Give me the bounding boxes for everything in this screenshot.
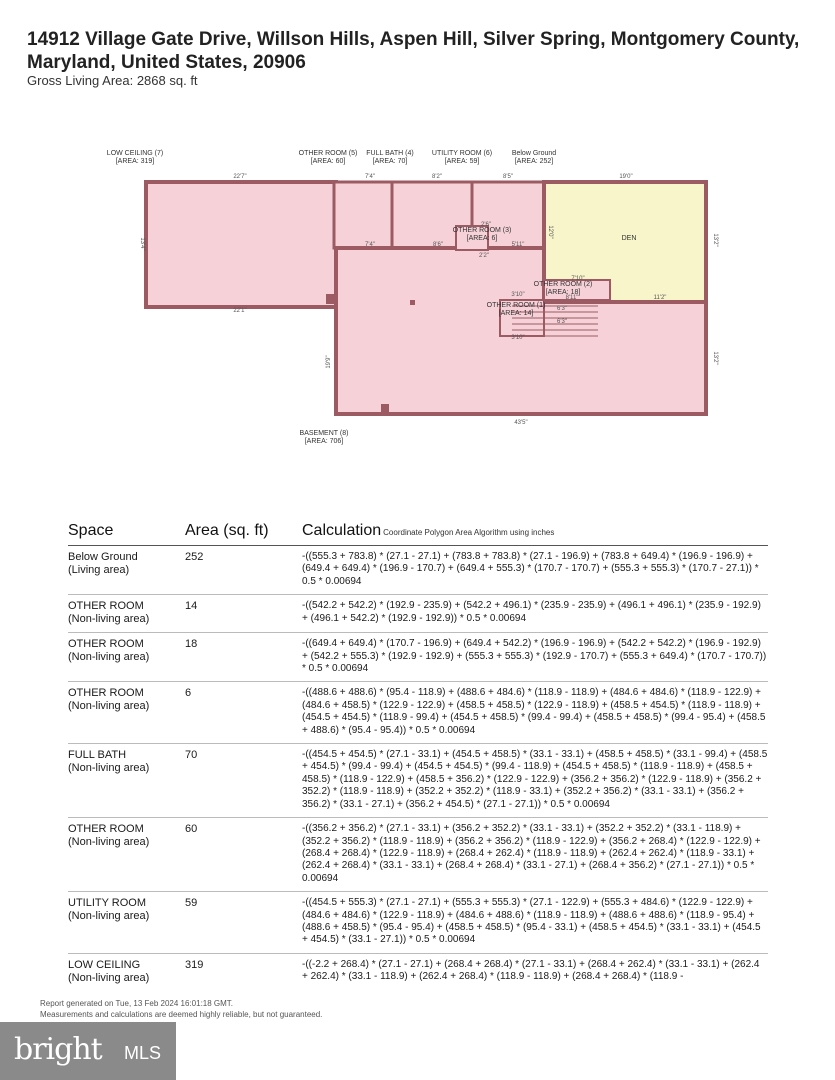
space-name: OTHER ROOM xyxy=(68,600,144,613)
space-cell xyxy=(68,959,183,985)
label-full-bath: FULL BATH (4) xyxy=(366,150,414,157)
disclaimer-note: Measurements and calculations are deemed highly reliable, but not guaranteed. xyxy=(40,1010,323,1019)
bright-mls-logo xyxy=(0,1022,176,1080)
header-calculation xyxy=(302,522,554,540)
space-name: Below Ground xyxy=(68,551,138,563)
table-header xyxy=(68,520,768,546)
space-type: (Living area) xyxy=(68,564,130,576)
table-row xyxy=(68,595,768,633)
area-cell: 59 xyxy=(185,897,198,910)
report-generated-note: Report generated on Tue, 13 Feb 2024 16:01:18 GMT. xyxy=(40,999,234,1008)
header-area: Area (sq. ft) xyxy=(185,522,269,539)
logo-suffix: MLS xyxy=(124,1043,162,1063)
dim-inner-c: 5'11" xyxy=(511,242,525,248)
table-row xyxy=(68,546,768,595)
label-den: DEN xyxy=(621,235,637,242)
calculation-cell: -((542.2 + 542.2) * (192.9 - 235.9) + (542.2 + 496.1) * (235.9 - 235.9) + (496.1 + 496.1) * (235.9 - 192.9) + (496.1 + 542.2) * (192.9 - 192.9)) * 0.5 * 0.00694 xyxy=(302,600,761,624)
area-cell: 60 xyxy=(185,823,198,836)
calculation-cell: -((454.5 + 555.3) * (27.1 - 27.1) + (555.3 + 555.3) * (27.1 - 122.9) + (555.3 + 484.6) * (122.9 - 122.9) + (484.6 + 484.6) * (122.9 - 118.9) + (484.6 + 488.6) * (118.9 - 118.9) + (488.6 + 488.6) * (118.9 - 95.4) + (488.6 + 458.5) * (95.4 - 95.4) + (458.5 + 458.5) * (95.4 - 33.1) + (458.5 + 454.5) * (33.1 - 33.1) + (454.5 + 454.5) * (33.1 - 27.1)) * 0.5 * 0.00694 xyxy=(302,897,761,946)
calculation-cell: -((649.4 + 649.4) * (170.7 - 196.9) + (649.4 + 542.2) * (196.9 - 196.9) + (542.2 + 542.2) * (196.9 - 192.9) + (542.2 + 555.3) * (192.9 - 192.9) + (555.3 + 555.3) * (192.9 - 170.7) + (555.3 + 649.4) * (170.7 - 170.7)) * 0.5 * 0.00694 xyxy=(302,638,767,675)
dim-bottom-left: 22'1" xyxy=(233,308,247,314)
calculation-cell: -((488.6 + 488.6) * (95.4 - 118.9) + (488.6 + 484.6) * (118.9 - 118.9) + (484.6 + 484.6) * (118.9 - 122.9) + (484.6 + 458.5) * (122.9 - 122.9) + (458.5 + 458.5) * (122.9 - 118.9) + (458.5 + 454.5) * (118.9 - 118.9) + (454.5 + 454.5) * (118.9 - 99.4) + (454.5 + 458.5) * (99.4 - 99.4) + (458.5 + 458.5) * (99.4 - 95.4) + (458.5 + 488.6) * (95.4 - 95.4)) * 0.5 * 0.00694 xyxy=(302,687,766,736)
space-type: (Non-living area) xyxy=(68,762,150,775)
report-footer xyxy=(40,998,322,1020)
space-cell xyxy=(68,551,183,577)
space-cell xyxy=(68,897,183,923)
calculation-cell: -((-2.2 + 268.4) * (27.1 - 27.1) + (268.4 + 268.4) * (27.1 - 33.1) + (268.4 + 262.4) * (33.1 - 33.1) + (262.4 + 262.4) * (33.1 - 118.9) + (262.4 + 268.4) * (118.9 - 118.9) + (268.4 + 268.4) * (118.9 - xyxy=(302,958,760,983)
space-name: OTHER ROOM xyxy=(68,687,144,700)
dim-top-e: 19'0" xyxy=(619,174,633,180)
dim-base-bottom: 43'5" xyxy=(514,420,528,426)
gross-living-area: Gross Living Area: 2868 sq. ft xyxy=(27,73,198,88)
space-cell xyxy=(68,749,183,775)
table-row xyxy=(68,818,768,892)
label-other-room-2-area: [AREA: 18] xyxy=(545,289,581,296)
area-cell: 14 xyxy=(185,600,198,613)
floor-plan-drawing xyxy=(0,140,835,460)
dim-inner-e: 2'2" xyxy=(479,253,489,259)
logo-brand: bright xyxy=(14,1032,102,1067)
area-cell: 6 xyxy=(185,687,192,700)
space-name: OTHER ROOM xyxy=(68,638,144,651)
label-other-room-1: OTHER ROOM (1) xyxy=(486,302,546,309)
room-low-ceiling xyxy=(146,182,336,307)
dim-r1d: 3'10" xyxy=(511,335,525,341)
space-name: OTHER ROOM xyxy=(68,823,144,836)
table-row xyxy=(68,682,768,744)
floor-fixture xyxy=(381,404,389,412)
space-cell xyxy=(68,600,183,626)
space-type: (Non-living area) xyxy=(68,910,150,923)
dim-r1a: 3'10" xyxy=(511,292,525,298)
label-utility-room-area: [AREA: 59] xyxy=(444,158,480,165)
label-other-room-3-area: [AREA: 6] xyxy=(466,235,498,242)
dim-den-right: 13'2" xyxy=(712,233,718,247)
space-type: (Non-living area) xyxy=(68,836,150,849)
area-cell: 18 xyxy=(185,638,198,651)
dim-r1c: 6'3" xyxy=(557,319,567,325)
column-fixture xyxy=(410,300,415,305)
dim-r1b: 6'3" xyxy=(557,306,567,312)
label-basement-area: [AREA: 706] xyxy=(304,438,344,445)
label-other-room-1-area: [AREA: 14] xyxy=(498,310,534,317)
space-type: (Non-living area) xyxy=(68,700,150,713)
header-space: Space xyxy=(68,522,114,539)
table-row xyxy=(68,744,768,818)
dim-inner-b: 8'6" xyxy=(433,242,443,248)
dim-r2b: 8'11" xyxy=(565,295,579,301)
area-table xyxy=(68,520,768,991)
dim-den-left: 12'0" xyxy=(547,225,553,239)
dim-left: 13'4" xyxy=(139,237,145,251)
space-name: UTILITY ROOM xyxy=(68,897,147,910)
area-cell: 252 xyxy=(185,551,204,563)
calculation-cell: -((454.5 + 454.5) * (27.1 - 33.1) + (454.5 + 458.5) * (33.1 - 33.1) + (458.5 + 458.5) * (33.1 - 99.4) + (458.5 + 454.5) * (99.4 - 99.4) + (454.5 + 454.5) * (99.4 - 118.9) + (454.5 + 458.5) * (118.9 - 118.9) + (458.5 + 458.5) * (118.9 - 122.9) + (458.5 + 356.2) * (122.9 - 122.9) + (356.2 + 356.2) * (122.9 - 118.9) + (356.2 + 352.2) * (118.9 - 118.9) + (352.2 + 352.2) * (118.9 - 33.1) + (352.2 + 356.2) * (33.1 - 33.1) + (356.2 + 356.2) * (33.1 - 27.1) + (356.2 + 454.5) * (27.1 - 27.1)) * 0.5 * 0.00694 xyxy=(302,749,768,810)
room-other-5 xyxy=(334,182,392,248)
label-other-room-5: OTHER ROOM (5) xyxy=(298,150,358,157)
space-name: FULL BATH xyxy=(68,749,127,762)
label-other-room-5-area: [AREA: 60] xyxy=(310,158,346,165)
dim-inner-d: 2'6" xyxy=(481,222,491,228)
space-type: (Non-living area) xyxy=(68,613,150,626)
floor-plan xyxy=(0,140,835,460)
dim-r2: 7'10" xyxy=(571,276,585,282)
dim-top-c: 8'2" xyxy=(432,174,442,180)
dim-top-b: 7'4" xyxy=(365,174,375,180)
table-row xyxy=(68,892,768,954)
wall-fixture xyxy=(326,294,336,304)
dim-base-left: 19'9" xyxy=(326,355,332,369)
property-address: 14912 Village Gate Drive, Willson Hills, Aspen Hill, Silver Spring, Montgomery County, Maryland, United States, 20906 xyxy=(27,29,800,73)
header-calculation-label: Calculation xyxy=(302,522,382,539)
label-below-ground: Below Ground xyxy=(511,150,557,157)
space-cell xyxy=(68,823,183,849)
dim-top-d: 8'5" xyxy=(503,174,513,180)
header-calculation-note: Coordinate Polygon Area Algorithm using inches xyxy=(383,528,555,537)
calculation-cell: -((555.3 + 783.8) * (27.1 - 27.1) + (783.8 + 783.8) * (27.1 - 196.9) + (783.8 + 649.4) * (196.9 - 196.9) + (649.4 + 649.4) * (196.9 - 170.7) + (649.4 + 555.3) * (170.7 - 170.7) + (555.3 + 555.3) * (170.7 - 27.1)) * 0.5 * 0.00694 xyxy=(302,551,759,587)
label-low-ceiling-area: [AREA: 319] xyxy=(115,158,155,165)
table-row xyxy=(68,954,768,991)
space-name: LOW CEILING xyxy=(68,958,141,971)
dim-r2c: 11'2" xyxy=(653,295,667,301)
label-utility-room: UTILITY ROOM (6) xyxy=(431,150,493,157)
space-cell xyxy=(68,687,183,713)
dim-inner-a: 7'4" xyxy=(365,242,375,248)
label-low-ceiling: LOW CEILING (7) xyxy=(106,150,164,157)
label-below-ground-area: [AREA: 252] xyxy=(514,158,554,165)
calculation-cell: -((356.2 + 356.2) * (27.1 - 33.1) + (356.2 + 352.2) * (33.1 - 33.1) + (352.2 + 352.2) * (33.1 - 118.9) + (352.2 + 356.2) * (118.9 - 118.9) + (356.2 + 356.2) * (118.9 - 122.9) + (356.2 + 268.4) * (122.9 - 122.9) + (268.4 + 268.4) * (122.9 - 118.9) + (268.4 + 262.4) * (118.9 - 118.9) + (262.4 + 262.4) * (118.9 - 33.1) + (262.4 + 268.4) * (33.1 - 33.1) + (268.4 + 268.4) * (33.1 - 27.1) + (268.4 + 356.2) * (27.1 - 27.1)) * 0.5 * 0.00694 xyxy=(302,823,761,884)
label-other-room-2: OTHER ROOM (2) xyxy=(533,281,593,288)
dim-base-right: 13'2" xyxy=(712,351,718,365)
space-cell xyxy=(68,638,183,664)
label-basement: BASEMENT (8) xyxy=(299,430,349,437)
space-type: (Non-living area) xyxy=(68,651,150,664)
area-cell: 319 xyxy=(185,958,204,971)
area-cell: 70 xyxy=(185,749,198,762)
label-other-room-3: OTHER ROOM (3) xyxy=(452,227,512,234)
space-type: (Non-living area) xyxy=(68,971,150,984)
label-full-bath-area: [AREA: 70] xyxy=(372,158,408,165)
dim-top-left: 22'7" xyxy=(233,174,247,180)
table-row xyxy=(68,633,768,682)
